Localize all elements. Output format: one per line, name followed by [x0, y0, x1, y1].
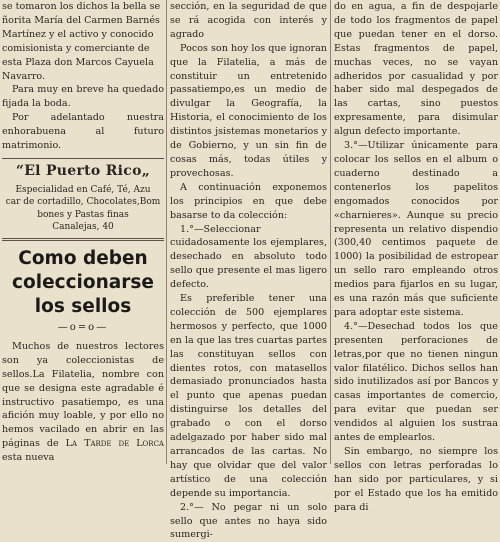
text-line: comisionista y comerciante de	[2, 42, 150, 54]
article-paragraph: Sin embargo, no siempre los sellos con letras perforadas lo han sido por particulares, y si por el Estado que los ha emitido para di	[334, 446, 498, 513]
column-left	[2, 0, 164, 464]
rule-2-paragraph: 2.°— No pegar ni un solo sello que antes no haya sido sumergi-	[170, 501, 327, 541]
ad-line: bones y Pastas finas	[37, 209, 129, 220]
rule-1-paragraph: 1.°—Seleccionar cuidadosamente los ejemplares, desechado en absoluto todo sello que presente el mas ligero defecto.	[170, 223, 327, 291]
article-headline	[2, 247, 164, 319]
article-paragraph: do en agua, a fin de despojarle de todo los fragmentos de papel que puedan tener en el dorso. Estas fragmentos de papel, muchas veces, no se vayan adheridos por casualidad y por haber sido mal despegados de las cartas, sino puestos expresamente, para disimular algun defecto importante.	[334, 1, 498, 138]
ad-line: Especialidad en Café, Té, Azu	[15, 184, 151, 195]
article-paragraph: A continuación exponemos los principios en que debe basarse to da colección:	[170, 181, 327, 221]
newspaper-name: La Tarde de Lorca	[65, 438, 164, 450]
ad-title: “El Puerto Rico„	[15, 162, 151, 179]
advertisement	[2, 184, 164, 234]
wedding-date-paragraph: Para muy en breve ha quedado fijada la boda.	[2, 84, 164, 110]
ornament: —o=o—	[57, 321, 109, 333]
headline-line: los sellos	[34, 295, 132, 317]
column-right	[334, 0, 498, 513]
headline-line: coleccionarse	[12, 271, 154, 293]
article-paragraph: Es preferible tener una colección de 500 ejemplares hermosos y perfecto, que 1000 en la que las tres cuartas partes las constituyan sellos con dientes rotos, con matasellos demasiado pronunciados hasta el punto que apenas puedan distinguirse los detalles del grabado o con el dorso adelgazado por haber sido mal arrancados de las cartas. No hay que olvidar que del valor artístico de una colección depende su importancia.	[170, 293, 327, 499]
rule-4-paragraph: 4.°—Desechad todos los que presenten perforaciones de letras,por que no tienen ningun valor filatélico. Dichos sellos han sido inutilizados así por Bancos y casas importantes de comercio, para evitar que puedan ser vendidos al alguien los sustraa antes de emplearlos.	[334, 320, 498, 444]
article-paragraph: sección, en la seguridad de que se rá acogida con interés y agrado	[170, 1, 327, 40]
column-middle	[170, 0, 327, 541]
ad-line: Canalejas, 40	[52, 222, 114, 233]
congratulations-paragraph: Por adelantado nuestra enhorabuena al futuro matrimonio.	[2, 112, 164, 152]
column-rule	[166, 0, 167, 464]
text-line: se tomaron los dichos la bella se	[2, 1, 161, 12]
divider	[2, 238, 164, 241]
text-line: ñorita María del Carmen Barnés	[2, 14, 160, 26]
ad-line: car de cortadillo, Chocolates,Bom	[5, 197, 161, 208]
article-paragraph: Pocos son hoy los que ignoran que la Filatelia, a más de constituir un entretenido passatiempo,es un medio de divulgar la Geografía, la Historia, el conocimiento de los distintos jsistemas monetarios y de Gobierno, y un sin fin de cosas más, todas útiles y provechosas.	[170, 42, 327, 179]
divider	[2, 158, 164, 159]
column-rule	[330, 0, 331, 464]
text-line: Navarro.	[2, 70, 46, 82]
article-intro-paragraph	[2, 340, 164, 465]
article-intro-text: Muchos de nuestros lectores son ya coleccionistas de sellos.La Filatelia, nombre con que se designa este agradable é instructivo pasatiempo, es una afición muy loable, y por ello no hemos vacilado en abrir en las páginas de	[2, 340, 164, 450]
rule-3-paragraph: 3.°—Utilizar únicamente para colocar los sellos en el album o cuaderno destinado a contenerlos los papelitos engomados conocidos por «charnieres». Aunque su precio representa un relativo dispendio (300,40 centimos paquete de 1000) la posibilidad de estropear un sello raro empleando otros medios para fijarlos en su lugar, es una razón más que suficiente para adoptar este sistema.	[334, 140, 498, 318]
text-line: esta Plaza don Marcos Cayuela	[2, 56, 154, 68]
headline-line: Como deben	[18, 247, 148, 269]
article-intro-tail: esta nueva	[2, 452, 55, 464]
text-line: Martínez y el activo y conocido	[2, 28, 154, 40]
